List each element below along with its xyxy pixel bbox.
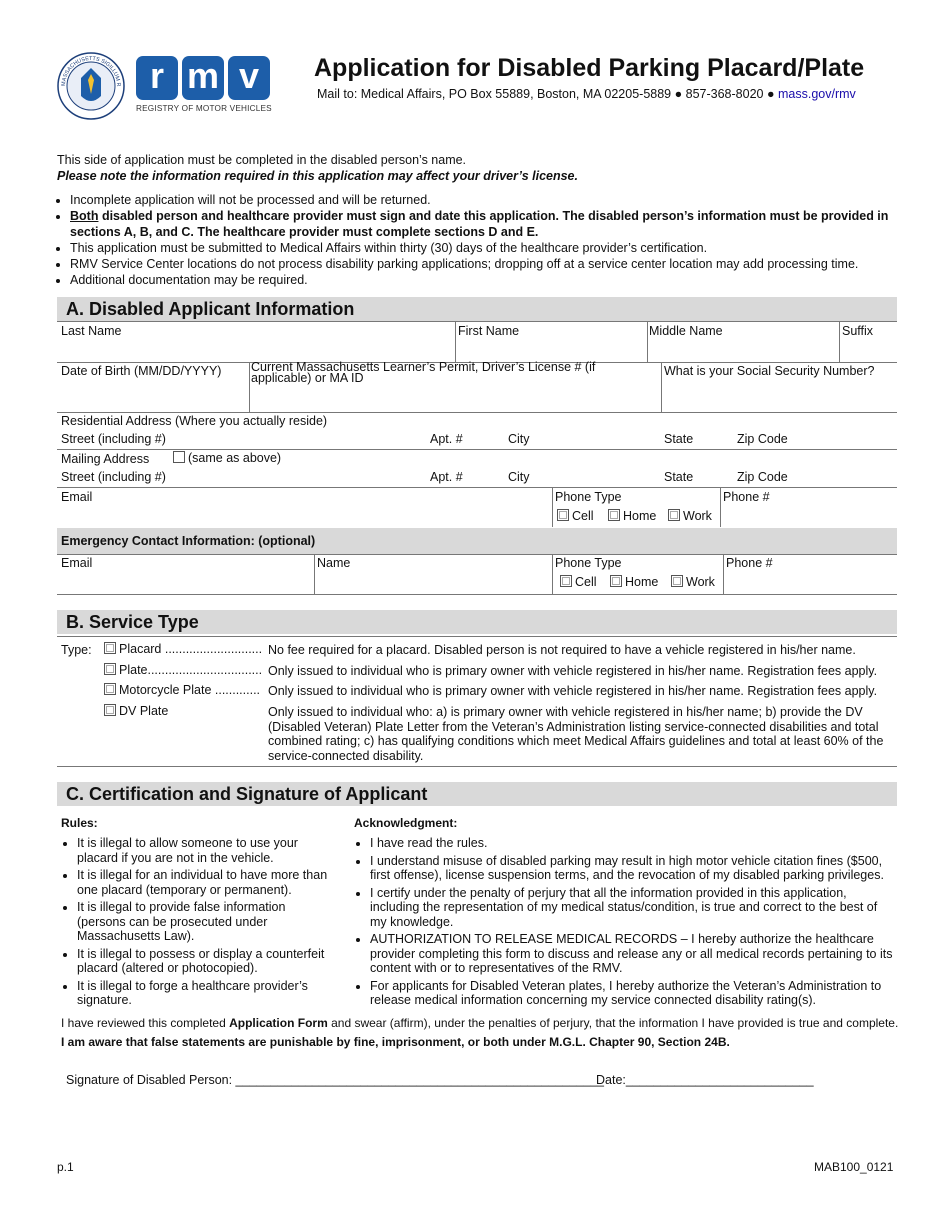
list-item: • It is illegal to provide false information (persons can be prosecuted under Massachusetts Law). bbox=[77, 900, 336, 944]
license-label: Current Massachusetts Learner’s Permit, Driver’s License # (if applicable) or MA ID bbox=[251, 360, 596, 385]
phone-home-checkbox[interactable]: Home bbox=[608, 509, 656, 523]
emergency-work-checkbox[interactable]: Work bbox=[671, 575, 715, 589]
ssn-label: What is your Social Security Number? bbox=[664, 364, 875, 378]
mailing-zip-label: Zip Code bbox=[737, 470, 788, 484]
phone-number-label: Phone # bbox=[723, 490, 770, 504]
placard-checkbox[interactable]: Placard ............................ bbox=[104, 642, 262, 656]
logo-subtitle: REGISTRY OF MOTOR VEHICLES bbox=[136, 104, 272, 113]
logo-letter-r: r bbox=[136, 56, 178, 100]
middle-name-label: Middle Name bbox=[649, 324, 723, 338]
list-item: • Both disabled person and healthcare provider must sign and date this application. The disabled person’s information must be provided in sections A, B, and C. The healthcare provider must complete sections D and E. bbox=[70, 208, 915, 240]
rules-column bbox=[61, 816, 336, 1011]
list-item: • It is illegal for an individual to have more than one placard (temporary or permanent). bbox=[77, 868, 336, 897]
rmv-website-link[interactable]: mass.gov/rmv bbox=[778, 87, 856, 101]
dv-plate-checkbox[interactable]: DV Plate bbox=[104, 704, 168, 718]
type-label: Type: bbox=[61, 643, 92, 657]
list-item: • I certify under the penalty of perjury that all the information provided in this application, including the representation of my medical status/condition, is true and correct to the best of my knowledge. bbox=[370, 886, 894, 930]
phone-work-checkbox[interactable]: Work bbox=[668, 509, 712, 523]
email-label: Email bbox=[61, 490, 93, 504]
dob-label: Date of Birth (MM/DD/YYYY) bbox=[61, 364, 222, 378]
plate-description: Only issued to individual who is primary owner with vehicle registered in his/her name. Registration fees apply. bbox=[268, 664, 878, 678]
mailing-state-label: State bbox=[664, 470, 694, 484]
logo-letter-m: m bbox=[182, 56, 224, 100]
motorcycle-plate-checkbox[interactable]: Motorcycle Plate ............. bbox=[104, 683, 260, 697]
suffix-label: Suffix bbox=[842, 324, 874, 338]
acknowledgment-column bbox=[354, 816, 894, 1011]
mailing-apt-label: Apt. # bbox=[430, 470, 463, 484]
last-name-label: Last Name bbox=[61, 324, 122, 338]
dv-plate-description: Only issued to individual who: a) is primary owner with vehicle registered in his/her name; b) provide the DV (Disabled Veteran) Plate Letter from the Veteran’s Administration listing service-connected disabilities and total combined rating; c) has qualifying conditions which meet Medical Affairs guidelines and total at least 60% of the service-connected disability. bbox=[268, 705, 884, 763]
mailing-city-label: City bbox=[508, 470, 530, 484]
city-label: City bbox=[508, 432, 530, 446]
mail-to-line bbox=[317, 87, 856, 101]
rules-title: Rules: bbox=[61, 816, 98, 830]
section-c-heading: C. Certification and Signature of Applicant bbox=[57, 782, 897, 806]
list-item: • For applicants for Disabled Veteran plates, I hereby authorize the Veteran’s Administration to release medical information concerning my service connected disability rating(s). bbox=[370, 979, 894, 1008]
street-label: Street (including #) bbox=[61, 432, 166, 446]
logo-letter-v: v bbox=[228, 56, 270, 100]
state-label: State bbox=[664, 432, 694, 446]
list-item: • AUTHORIZATION TO RELEASE MEDICAL RECORDS – I hereby authorize the healthcare provider completing this form to discuss and release any or all medical records pertaining to its content with or to representatives of the RMV. bbox=[370, 932, 894, 976]
intro-line-1: This side of application must be completed in the disabled person’s name. bbox=[57, 153, 467, 167]
apt-label: Apt. # bbox=[430, 432, 463, 446]
residential-address-label: Residential Address (Where you actually reside) bbox=[61, 414, 328, 428]
mailing-street-label: Street (including #) bbox=[61, 470, 166, 484]
phone-type-label: Phone Type bbox=[555, 490, 622, 504]
mail-to-text: Mail to: Medical Affairs, PO Box 55889, Boston, MA 02205-5889 ● 857-368-8020 ● bbox=[317, 87, 775, 101]
first-name-label: First Name bbox=[458, 324, 520, 338]
mailing-address-label: Mailing Address bbox=[61, 452, 150, 466]
list-item: • I have read the rules. bbox=[370, 836, 894, 851]
zip-label: Zip Code bbox=[737, 432, 788, 446]
plate-checkbox[interactable]: Plate................................. bbox=[104, 663, 262, 677]
list-item: • RMV Service Center locations do not process disability parking applications; dropping off at a service center location may add processing time. bbox=[70, 256, 915, 272]
same-as-above-label: (same as above) bbox=[188, 451, 282, 465]
list-item: • I understand misuse of disabled parking may result in high motor vehicle citation fines ($500, first offense), license suspension terms, and the revocation of my disabled parking privileges. bbox=[370, 854, 894, 883]
false-statement-warning: I am aware that false statements are punishable by fine, imprisonment, or both under M.G.L. Chapter 90, Section 24B. bbox=[61, 1035, 730, 1049]
date-field[interactable]: Date:___________________________ bbox=[596, 1073, 814, 1087]
emergency-email-label: Email bbox=[61, 556, 93, 570]
section-a-heading: A. Disabled Applicant Information bbox=[57, 297, 897, 321]
phone-cell-checkbox[interactable]: Cell bbox=[557, 509, 594, 523]
emergency-phone-number-label: Phone # bbox=[726, 556, 773, 570]
emergency-name-label: Name bbox=[317, 556, 351, 570]
emergency-contact-label: Emergency Contact Information: (optional) bbox=[61, 534, 316, 548]
list-item: • It is illegal to allow someone to use your placard if you are not in the vehicle. bbox=[77, 836, 336, 865]
instructions-list bbox=[57, 192, 915, 288]
motorcycle-plate-description: Only issued to individual who is primary owner with vehicle registered in his/her name. Registration fees apply. bbox=[268, 684, 878, 698]
acknowledgment-title: Acknowledgment: bbox=[354, 816, 458, 830]
list-item: • Incomplete application will not be processed and will be returned. bbox=[70, 192, 915, 208]
same-as-above-checkbox[interactable] bbox=[173, 451, 281, 465]
placard-description: No fee required for a placard. Disabled person is not required to have a vehicle registered in his/her name. bbox=[268, 643, 856, 657]
seal-text: MASSACHUSETTS SIGILLUM R bbox=[60, 55, 122, 87]
list-item: • This application must be submitted to Medical Affairs within thirty (30) days of the healthcare provider’s certification. bbox=[70, 240, 915, 256]
list-item: • It is illegal to forge a healthcare provider’s signature. bbox=[77, 979, 336, 1008]
intro-line-2: Please note the information required in this application may affect your driver’s license. bbox=[57, 169, 578, 183]
massachusetts-seal bbox=[57, 52, 125, 120]
review-statement: I have reviewed this completed Application Form and swear (affirm), under the penalties of perjury, that the information I have provided is true and complete. bbox=[61, 1016, 899, 1030]
section-b-heading: B. Service Type bbox=[57, 610, 897, 634]
page-title: Application for Disabled Parking Placard/Plate bbox=[314, 54, 865, 82]
list-item: • It is illegal to possess or display a counterfeit placard (altered or photocopied). bbox=[77, 947, 336, 976]
form-id: MAB100_0121 bbox=[814, 1160, 894, 1174]
signature-field[interactable]: Signature of Disabled Person: _____________________________________________________ bbox=[66, 1073, 604, 1087]
list-item: • Additional documentation may be required. bbox=[70, 272, 915, 288]
emergency-home-checkbox[interactable]: Home bbox=[610, 575, 658, 589]
page-number: p.1 bbox=[57, 1160, 74, 1174]
emergency-phone-type-label: Phone Type bbox=[555, 556, 622, 570]
emergency-cell-checkbox[interactable]: Cell bbox=[560, 575, 597, 589]
